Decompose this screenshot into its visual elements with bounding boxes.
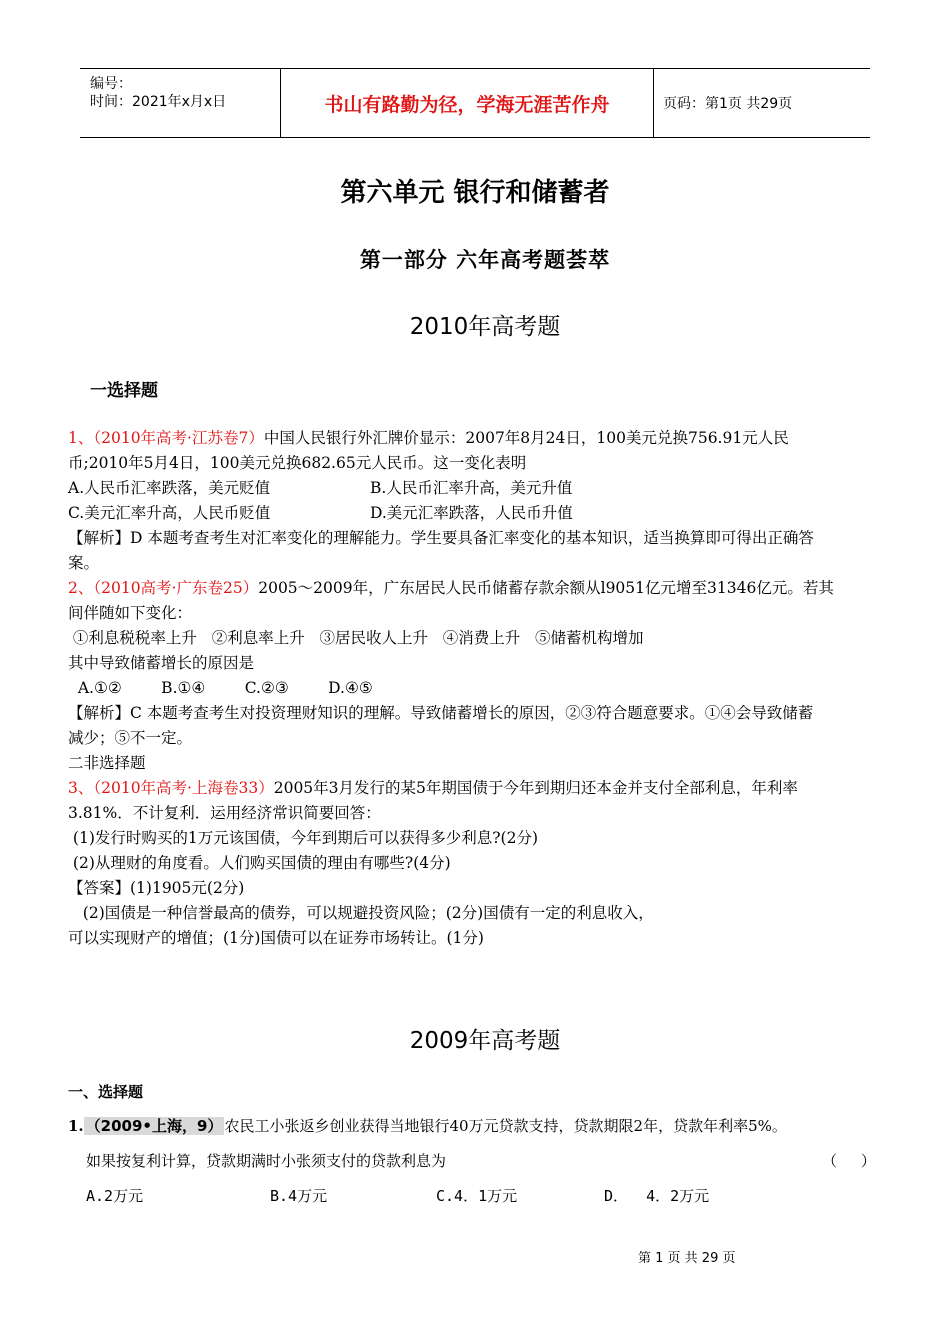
answer-parentheses: （ ） xyxy=(822,1152,876,1170)
q2-options: A.①② B.①④ C.②③ D.④⑤ xyxy=(68,679,373,697)
time-label: 时间：2021年x月x日 xyxy=(90,94,227,110)
q2-items: ①利息税税率上升 ②利息率上升 ③居民收人上升 ④消费上升 ⑤储蓄机构增加 xyxy=(68,629,644,647)
q2-text-cont: 间伴随如下变化： xyxy=(68,604,193,622)
q1-option-b: B.人民币汇率升高，美元升值 xyxy=(370,479,573,497)
header-meta xyxy=(80,69,280,137)
q2009-1-option-c: C.4．1万元 xyxy=(436,1187,518,1205)
q3-sub2: (2)从理财的角度看。人们购买国债的理由有哪些?(4分) xyxy=(68,854,451,872)
header-page-info: 页码：第1页 共29页 xyxy=(663,96,793,112)
q2009-1-line xyxy=(68,1115,787,1136)
q3-text: 2005年3月发行的某5年期国债于今年到期归还本金并支付全部利息，年利率 xyxy=(273,779,798,797)
q1-option-c: C.美元汇率升高，人民币贬值 xyxy=(68,504,271,522)
year-2010-title: 2010年高考题 xyxy=(409,314,561,340)
page-footer: 第 1 页 共 29 页 xyxy=(638,1251,736,1266)
section-nonchoice-heading: 二非选择题 xyxy=(68,754,146,772)
q1-option-a: A.人民币汇率跌落，美元贬值 xyxy=(68,479,271,497)
section-2009-choice-heading: 一、选择题 xyxy=(68,1083,144,1101)
q3-sub1: (1)发行时购买的1万元该国债，今年到期后可以获得多少利息?(2分) xyxy=(68,829,539,847)
q1-line xyxy=(68,428,789,448)
year-2009-title: 2009年高考题 xyxy=(409,1028,561,1054)
number-label: 编号： xyxy=(90,76,132,92)
q1-analysis: 【解析】D 本题考查考生对汇率变化的理解能力。学生要具备汇率变化的基本知识，适当换算即可得出正确答 xyxy=(68,529,814,547)
header-motto: 书山有路勤为径，学海无涯苦作舟 xyxy=(280,69,654,137)
part-title: 第一部分 六年高考题荟萃 xyxy=(359,248,611,272)
q2-analysis: 【解析】C 本题考查考生对投资理财知识的理解。导致储蓄增长的原因，②③符合题意要求。①④会导致储蓄 xyxy=(68,704,814,722)
q2009-1-text-cont: 如果按复利计算，贷款期满时小张须支付的贷款利息为 xyxy=(86,1152,447,1170)
q1-source: 1、（2010年高考·江苏卷7） xyxy=(68,429,264,447)
q2-analysis-cont: 减少；⑤不一定。 xyxy=(68,729,193,747)
q2-line xyxy=(68,578,834,598)
unit-title: 第六单元 银行和储蓄者 xyxy=(340,178,610,208)
q2009-1-option-a: A.2万元 xyxy=(86,1187,144,1205)
q2009-1-option-d: D． 4．2万元 xyxy=(604,1187,710,1205)
page-header xyxy=(80,68,870,138)
q3-text-cont: 3.81%．不计复利．运用经济常识简要回答： xyxy=(68,804,381,822)
q2-text: 2005～2009年，广东居民人民币储蓄存款余额从l9051亿元增至31346亿元。若其 xyxy=(258,579,834,597)
section-choice-heading: 一选择题 xyxy=(90,381,158,401)
q2009-1-option-b: B.4万元 xyxy=(270,1187,328,1205)
q2009-1-number: 1. xyxy=(68,1117,84,1135)
q2009-1-text: 农民工小张返乡创业获得当地银行40万元贷款支持，贷款期限2年，贷款年利率5%。 xyxy=(224,1117,787,1135)
q1-text-cont: 币;2010年5月4日，100美元兑换682.65元人民币。这一变化表明 xyxy=(68,454,527,472)
q2009-1-source: （2009•上海，9） xyxy=(85,1117,223,1135)
q2-source: 2、（2010高考·广东卷25） xyxy=(68,579,259,597)
q2-ask: 其中导致储蓄增长的原因是 xyxy=(68,654,255,672)
q3-line xyxy=(68,778,798,798)
q3-answer2: (2)国债是一种信誉最高的债券，可以规避投资风险；(2分)国债有一定的利息收入， xyxy=(68,904,654,922)
q3-answer1: 【答案】(1)1905元(2分) xyxy=(68,879,245,897)
q1-text: 中国人民银行外汇牌价显示：2007年8月24日，100美元兑换756.91元人民 xyxy=(263,429,789,447)
q1-options-row1 xyxy=(68,478,573,498)
q3-answer3: 可以实现财产的增值；(1分)国债可以在证券市场转让。(1分) xyxy=(68,929,484,947)
q1-analysis-cont: 案。 xyxy=(68,554,100,572)
q1-option-d: D.美元汇率跌落，人民币升值 xyxy=(370,504,573,522)
q3-source: 3、（2010年高考·上海卷33） xyxy=(68,779,274,797)
q1-options-row2 xyxy=(68,503,573,523)
